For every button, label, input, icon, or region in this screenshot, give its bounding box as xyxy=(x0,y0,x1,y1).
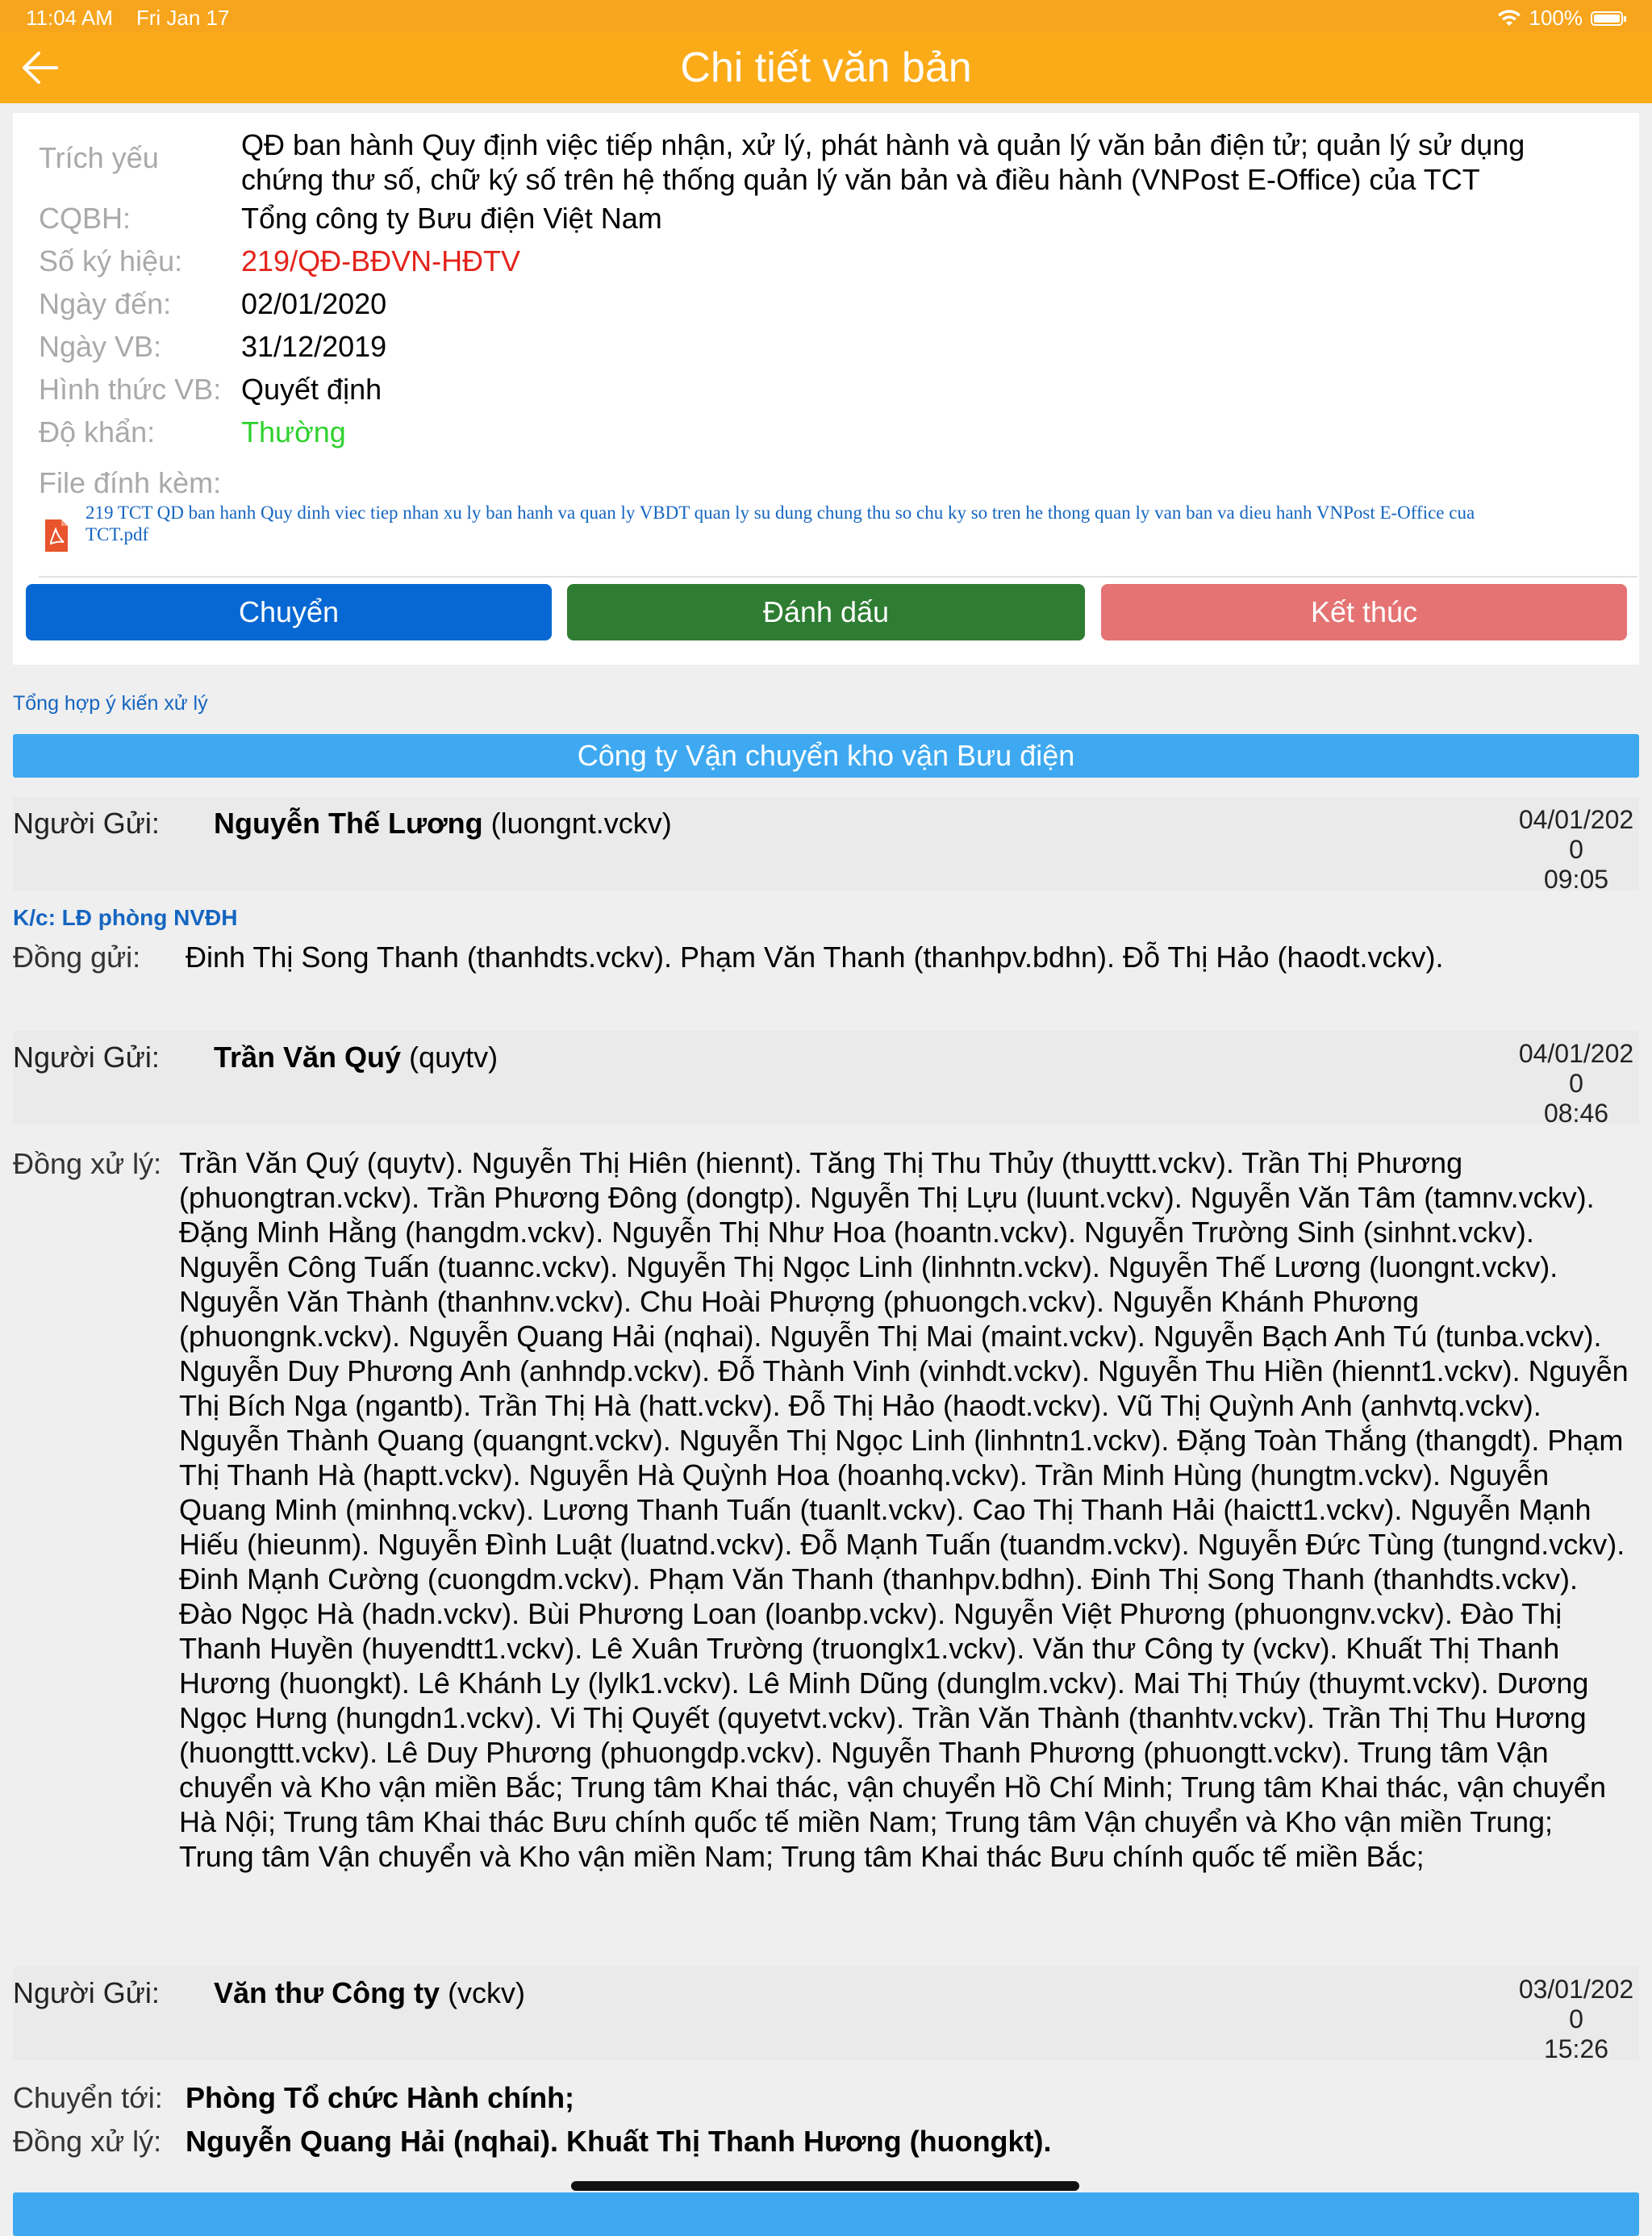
sender-name: Trần Văn Quý (quytv) xyxy=(214,1041,499,1074)
doc-date-value: 31/12/2019 xyxy=(241,330,387,363)
sender-date: 04/01/202 0 08:46 xyxy=(1518,1039,1634,1128)
kc-line: K/c: LĐ phòng NVĐH xyxy=(13,905,238,930)
status-time: 11:04 AM xyxy=(26,6,113,30)
status-time-date xyxy=(26,6,229,31)
sender-row xyxy=(13,1031,1639,1128)
summary-label: Trích yếu xyxy=(39,141,159,174)
arrival-value: 02/01/2020 xyxy=(241,287,387,320)
battery-icon xyxy=(1591,11,1623,26)
type-value: Quyết định xyxy=(241,373,382,406)
sender-label: Người Gửi: xyxy=(13,1041,160,1074)
attachment-label: File đính kèm: xyxy=(39,466,222,499)
doc-date-label: Ngày VB: xyxy=(39,330,162,363)
type-label: Hình thức VB: xyxy=(39,373,222,406)
cc-label: Đồng gửi: xyxy=(13,941,141,974)
agency-label: CQBH: xyxy=(39,202,131,235)
mark-button[interactable]: Đánh dấu xyxy=(567,584,1085,640)
opinion-summary-link[interactable]: Tổng hợp ý kiến xử lý xyxy=(13,692,208,715)
coprocess-value: Trần Văn Quý (quytv). Nguyễn Thị Hiên (hiennt). Tăng Thị Thu Thủy (thuyttt.vckv). Trần Thị Phương (phuongtran.vckv). Trần Phương Đông (dongtp). Nguyễn Thị Lựu (luunt.vckv). Nguyễn Văn Tâm (tamnv.vckv). Đặng Minh Hằng (hangdm.vckv). Nguyễn Thị Như Hoa (hoantn.vckv). Nguyễn Trường Sinh (sinhnt.vckv). Nguyễn Công Tuấn (tuannc.vckv). Nguyễn Thị Ngọc Linh (linhntn.vckv). Nguyễn Thế Lương (luongnt.vckv). Nguyễn Văn Thành (thanhnv.vckv). Chu Hoài Phượng (phuongch.vckv). Nguyễn Khánh Phương (phuongnk.vckv). Nguyễn Quang Hải (nqhai). Nguyễn Thị Mai (maint.vckv). Nguyễn Bạch Anh Tú (tunba.vckv). Nguyễn Duy Phương Anh (anhndp.vckv). Đỗ Thành Vinh (vinhdt.vckv). Nguyễn Thu Hiền (hiennt1.vckv). Nguyễn Thị Bích Nga (ngantb). Trần Thị Hà (hatt.vckv). Đỗ Thị Hảo (haodt.vckv). Vũ Thị Quỳnh Anh (anhvtq.vckv). Nguyễn Thành Quang (quangnt.vckv). Nguyễn Thị Ngọc Linh (linhntn1.vckv). Đặng Toàn Thắng (thangdt). Phạm Thị Thanh Hà (haptt.vckv). Nguyễn Hà Quỳnh Hoa (hoanhq.vckv). Trần Minh Hùng (hungtm.vckv). Nguyễn Quang Minh (minhnq.vckv). Lương Thanh Tuấn (tuanlt.vckv). Cao Thị Thanh Hải (haictt1.vckv). Nguyễn Mạnh Hiếu (hieunm). Nguyễn Đình Luật (luatnd.vckv). Đỗ Mạnh Tuấn (tuandm.vckv). Nguyễn Đức Tùng (tungnd.vckv). Đinh Mạnh Cường (cuongdm.vckv). Phạm Văn Thanh (thanhpv.bdhn). Đinh Thị Song Thanh (thanhdts.vckv). Đào Ngọc Hà (hadn.vckv). Bùi Phương Loan (loanbp.vckv). Nguyễn Việt Phương (phuongnv.vckv). Đào Thị Thanh Huyền (huyendtt1.vckv). Lê Xuân Trường (truonglx1.vckv). Văn thư Công ty (vckv). Khuất Thị Thanh Hương (huongkt). Lê Khánh Ly (lylk1.vckv). Lê Minh Dũng (dunglm.vckv). Mai Thị Thúy (thuymt.vckv). Dương Ngọc Hưng (hungdn1.vckv). Vi Thị Quyết (quyetvt.vckv). Trần Văn Thành (thanhtv.vckv). Trần Thị Thu Hương (huongttt.vckv). Lê Duy Phương (phuongdp.vckv). Nguyễn Thanh Phương (phuongtt.vckv). Trung tâm Vận chuyển và Kho vận miền Bắc; Trung tâm Khai thác, vận chuyển Hồ Chí Minh; Trung tâm Khai thác, vận chuyển Hà Nội; Trung tâm Khai thác Bưu chính quốc tế miền Nam; Trung tâm Vận chuyển và Kho vận miền Trung; Trung tâm Vận chuyển và Kho vận miền Nam; Trung tâm Khai thác Bưu chính quốc tế miền Bắc; xyxy=(179,1146,1629,1873)
cc-value: Đinh Thị Song Thanh (thanhdts.vckv). Phạm Văn Thanh (thanhpv.bdhn). Đỗ Thị Hảo (haodt.vckv). xyxy=(186,941,1444,974)
home-indicator[interactable] xyxy=(571,2181,1079,2191)
coprocess-label: Đồng xử lý: xyxy=(13,2125,162,2158)
sender-label: Người Gửi: xyxy=(13,1976,160,2009)
sender-row xyxy=(13,1967,1639,2063)
coprocess-value: Nguyễn Quang Hải (nqhai). Khuất Thị Thanh Hương (huongkt). xyxy=(186,2125,1052,2158)
attachment-link[interactable]: 219 TCT QD ban hanh Quy dinh viec tiep nhan xu ly ban hanh va quan ly VBDT quan ly su dung chung thu so chu ky so tren he thong quan ly van ban va dieu hanh VNPost E-Office cua TCT.pdf xyxy=(86,503,1475,544)
wifi-icon xyxy=(1497,10,1521,27)
to-value: Phòng Tổ chức Hành chính; xyxy=(186,2081,575,2114)
nav-bar xyxy=(0,32,1652,103)
sender-row xyxy=(13,797,1639,894)
org-header: Công ty Vận chuyển kho vận Bưu điện xyxy=(13,734,1639,778)
page-title: Chi tiết văn bản xyxy=(680,44,972,91)
status-date: Fri Jan 17 xyxy=(136,6,230,30)
sender-date: 03/01/202 0 15:26 xyxy=(1518,1975,1634,2063)
sender-name: Nguyễn Thế Lương (luongnt.vckv) xyxy=(214,807,672,840)
finish-button[interactable]: Kết thúc xyxy=(1101,584,1627,640)
number-label: Số ký hiệu: xyxy=(39,244,183,277)
org-header-next xyxy=(13,2192,1639,2236)
document-detail-card xyxy=(13,113,1639,665)
urgency-value: Thường xyxy=(241,415,346,448)
status-right xyxy=(1497,6,1624,31)
summary-value: QĐ ban hành Quy định việc tiếp nhận, xử lý, phát hành và quản lý văn bản điện tử; quản lý sử dụng chứng thư số, chữ ký số trên hệ thống quản lý văn bản và điều hành (VNPost E-Office) của TCT xyxy=(241,128,1525,196)
sender-date: 04/01/202 0 09:05 xyxy=(1518,805,1634,894)
sender-label: Người Gửi: xyxy=(13,807,160,840)
status-bar xyxy=(0,0,1652,32)
pdf-icon[interactable] xyxy=(44,518,69,553)
divider xyxy=(39,576,1637,578)
coprocess-label: Đồng xử lý: xyxy=(13,1147,162,1180)
agency-value: Tổng công ty Bưu điện Việt Nam xyxy=(241,202,662,235)
urgency-label: Độ khẩn: xyxy=(39,415,156,448)
battery-percent: 100% xyxy=(1529,6,1583,30)
arrival-label: Ngày đến: xyxy=(39,287,172,320)
sender-name: Văn thư Công ty (vckv) xyxy=(214,1976,526,2009)
number-value: 219/QĐ-BĐVN-HĐTV xyxy=(241,244,521,277)
to-label: Chuyển tới: xyxy=(13,2081,163,2114)
forward-button[interactable]: Chuyển xyxy=(26,584,552,640)
